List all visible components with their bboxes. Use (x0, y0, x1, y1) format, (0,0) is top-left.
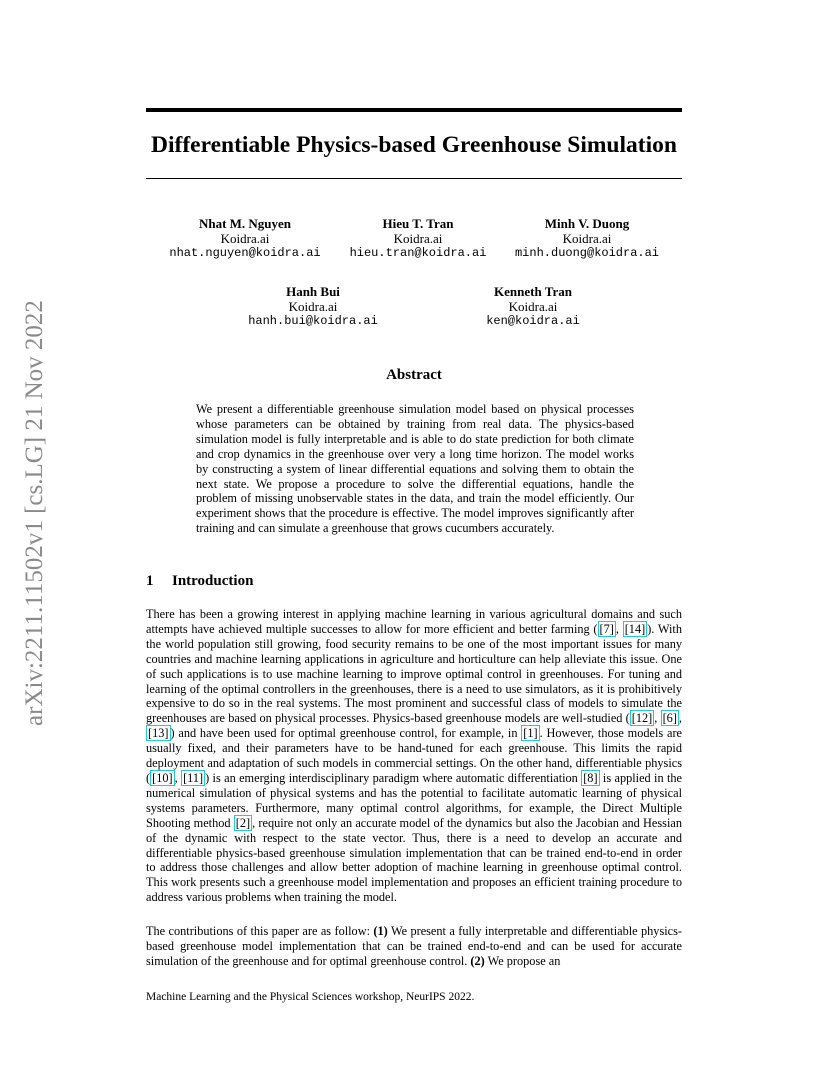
paragraph-text: ). With the world population still growing, food security remains to be one of the most important issues for many countries and machine learning applications in agriculture and horticulture can help alleviate this issue. One of such applications is to use machine learning to improve optimal control in greenhouses. For tuning and learning of the optimal controllers in the greenhouses, there is a need to use simulators, as it is prohibitively expensive to do so in the real systems. The most prominent and successful class of models to simulate the greenhouses are based on physical processes. Physics-based greenhouse models are well-studied ( (146, 621, 683, 726)
author-name: Kenneth Tran (494, 284, 572, 299)
paragraph-text: , (174, 770, 182, 785)
section-heading (146, 573, 253, 590)
section-number: 1 (146, 573, 154, 589)
citation-link[interactable]: [8] (583, 770, 598, 785)
author-affiliation: Koidra.ai (562, 231, 612, 246)
paragraph-text: ) is an emerging interdisciplinary paradigm where automatic differentiation (205, 770, 582, 785)
contribution-marker: (2) (470, 953, 485, 968)
author-name: Hieu T. Tran (382, 216, 454, 231)
citation-link[interactable]: [14] (624, 621, 646, 636)
author-email: hanh.bui@koidra.ai (248, 314, 378, 328)
author-affiliation: Koidra.ai (288, 299, 338, 314)
author-block (482, 216, 692, 261)
title-bottom-rule (146, 178, 682, 179)
author-name: Hanh Bui (286, 284, 340, 299)
introduction-paragraph (146, 607, 682, 905)
paragraph-text: The contributions of this paper are as follow: (146, 924, 374, 938)
paragraph-text: , (678, 711, 682, 726)
abstract-heading: Abstract (386, 367, 442, 383)
paragraph-text: . However, those models are usually fixed, and their parameters have to be hand-tuned for each greenhouse. This limits the rapid deployment and adaptation of such models in commercial settings. On the other hand, differentiable physics ( (146, 726, 682, 785)
author-affiliation: Koidra.ai (508, 299, 558, 314)
author-email: hieu.tran@koidra.ai (349, 246, 487, 260)
citation-link[interactable]: [6] (662, 711, 677, 726)
citation-link[interactable]: [7] (599, 621, 614, 636)
citation-link[interactable]: [11] (183, 770, 204, 785)
author-affiliation: Koidra.ai (393, 231, 443, 246)
author-name: Minh V. Duong (544, 216, 630, 231)
author-block (208, 284, 418, 329)
citation-link[interactable]: [2] (235, 815, 251, 830)
contribution-marker: (1) (373, 924, 388, 938)
abstract-text: We present a differentiable greenhouse simulation model based on physical processes whose parameters can be obtained by training from real data. The physics-based simulation model is fully interpretable and is able to do state prediction for both climate and crop dynamics in the greenhouse over very a long time horizon. The model works by constructing a system of linear differential equations and solving them to obtain the next state. We propose a procedure to solve the differential equations, handle the problem of missing unobservable states in the data, and train the model efficiently. Our experiment shows that the procedure is effective. The model improves significantly after training and can simulate a greenhouse that grows cucumbers accurately. (196, 402, 634, 536)
section-title: Introduction (172, 573, 254, 589)
venue-footnote: Machine Learning and the Physical Sciences workshop, NeurIPS 2022. (146, 991, 475, 1003)
paragraph-text: is applied in the numerical simulation of physical systems and has the potential to facilitate automatic learning of physical systems parameters. Furthermore, many optimal control algorithms, for example, the Direct Multiple Shooting method (146, 770, 683, 830)
contributions-paragraph (146, 924, 682, 969)
paragraph-text: , (615, 621, 623, 636)
author-name: Nhat M. Nguyen (198, 216, 292, 231)
author-email: minh.duong@koidra.ai (514, 246, 660, 260)
author-affiliation: Koidra.ai (220, 231, 270, 246)
paragraph-text: We propose an (484, 953, 561, 968)
paragraph-text: ) and have been used for optimal greenhouse control, for example, in (170, 726, 522, 741)
citation-link[interactable]: [10] (152, 770, 173, 785)
author-email: nhat.nguyen@koidra.ai (169, 246, 321, 260)
author-block (428, 284, 638, 329)
arxiv-identifier: arXiv:2211.11502v1 [cs.LG] 21 Nov 2022 (21, 300, 48, 726)
paragraph-text: There has been a growing interest in applying machine learning in various agricultural domains and such attempts have achieved multiple successes to allow for more efficient and better farming ( (146, 607, 682, 636)
paragraph-text: We present a fully interpretable and differentiable physics-based greenhouse model implementation that can be trained end-to-end and can be used for accurate simulation of the greenhouse and for optimal greenhouse control. (146, 924, 682, 968)
paper-title: Differentiable Physics-based Greenhouse Simulation (151, 132, 677, 158)
citation-link[interactable]: [12] (631, 711, 653, 726)
citation-link[interactable]: [13] (148, 726, 169, 741)
author-email: ken@koidra.ai (486, 314, 580, 328)
paragraph-text: , (654, 711, 661, 726)
title-top-rule (146, 108, 682, 112)
citation-link[interactable]: [1] (523, 726, 538, 741)
paragraph-text: , require not only an accurate model of the dynamics but also the Jacobian and Hessian of the dynamic with respect to the state vector. Thus, there is a need to develop an accurate and differentiable physics-based greenhouse simulation implementation that can be trained end-to-end in order to address those challenges and allow better adoption of machine learning in greenhouse optimal control. This work presents such a greenhouse model implementation and proposes an efficient training procedure to address various problems when training the model. (146, 815, 682, 905)
